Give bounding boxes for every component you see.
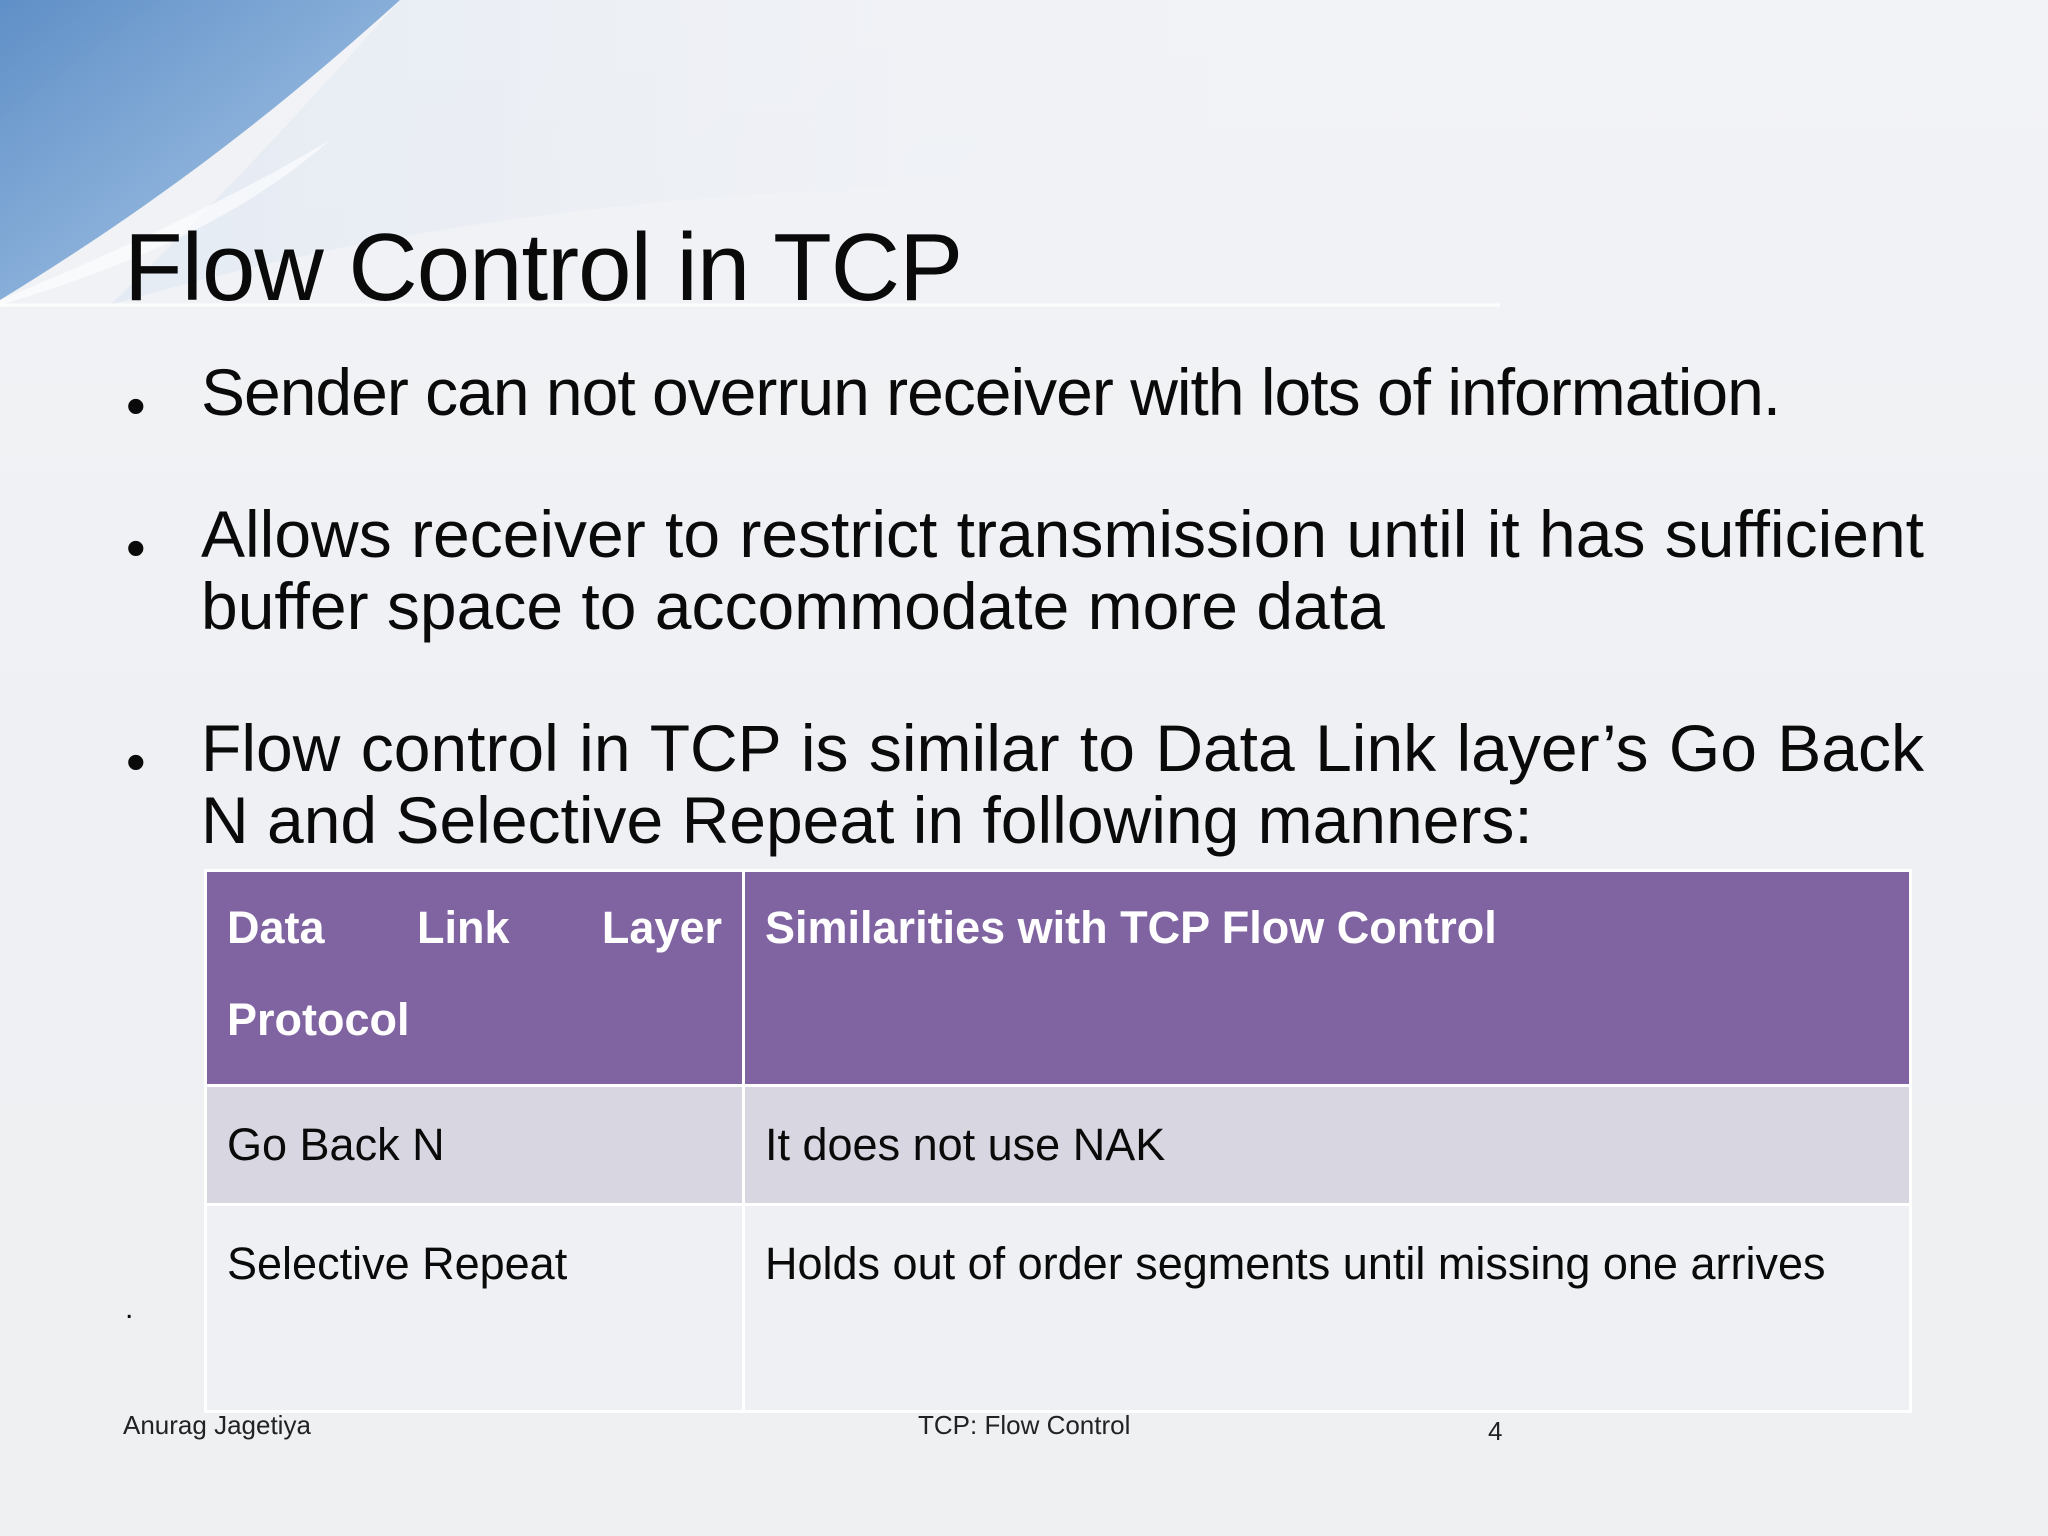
table-cell: Holds out of order segments until missing one arrives (744, 1205, 1911, 1412)
bullet-text: Flow control in TCP is similar to Data Link layer’s Go Back N and Selective Repeat in following manners: (201, 711, 1924, 857)
bullet-list (124, 356, 1924, 856)
bullet-marker: • (126, 730, 146, 793)
table-cell: Go Back N (206, 1086, 744, 1205)
table-cell: It does not use NAK (744, 1086, 1911, 1205)
table-cell: Selective Repeat (206, 1205, 744, 1412)
comparison-table (204, 869, 1912, 1413)
bullet-text: Allows receiver to restrict transmission until it has sufficient buffer space to accommodate more data (201, 497, 1924, 643)
bullet-marker: • (126, 374, 146, 437)
footer-page-number: 4 (1488, 1416, 1503, 1446)
bullet-item (124, 498, 1924, 642)
table-header-cell: Similarities with TCP Flow Control (744, 871, 1911, 1086)
table-header-cell: Data Link Layer Protocol (206, 871, 744, 1086)
bullet-item (124, 712, 1924, 856)
bullet-item (124, 355, 1924, 437)
footer-topic: TCP: Flow Control (918, 1410, 1131, 1440)
stray-mark: . (125, 1292, 134, 1325)
bullet-marker: • (126, 516, 146, 579)
footer-author: Anurag Jagetiya (123, 1410, 311, 1440)
bullet-text: Sender can not overrun receiver with lots of information. (201, 355, 1781, 429)
slide-title: Flow Control in TCP (124, 214, 963, 321)
table-row (206, 1205, 1911, 1412)
table-row (206, 1086, 1911, 1205)
table-header-row (206, 871, 1911, 1086)
